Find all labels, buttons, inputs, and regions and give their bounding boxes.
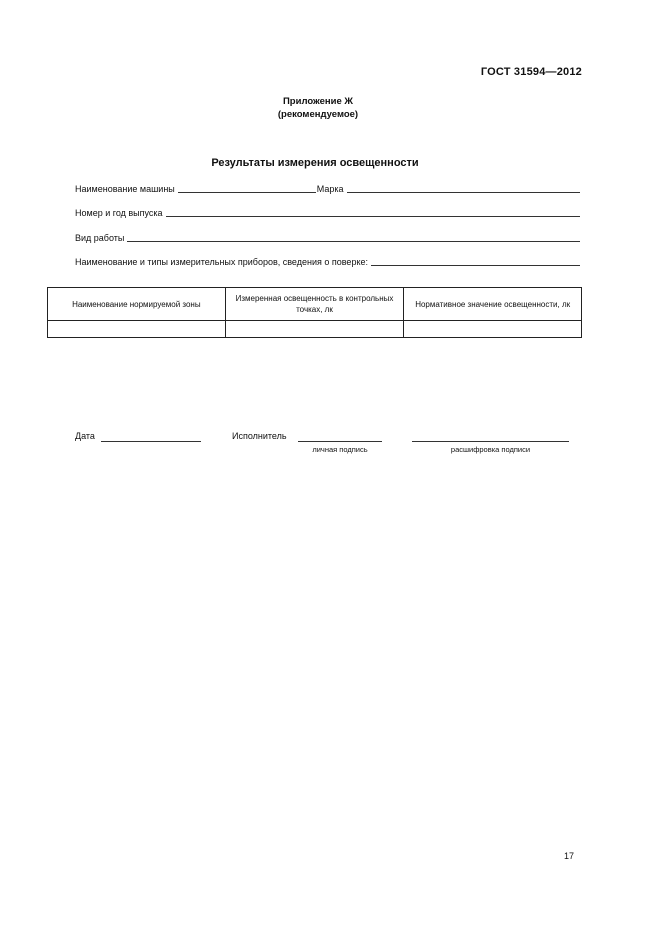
- normative-illuminance-header: Нормативное значение освещенности, лк: [404, 288, 582, 321]
- machine-name-label: Наименование машины: [75, 184, 175, 194]
- document-code: ГОСТ 31594—2012: [480, 66, 582, 78]
- page-number: 17: [563, 851, 574, 861]
- date-field[interactable]: [101, 440, 201, 442]
- number-year-row: [75, 206, 581, 220]
- decoding-caption: расшифровка подписи: [450, 445, 531, 454]
- instruments-row: [75, 255, 581, 269]
- section-title: Результаты измерения освещенности: [211, 157, 419, 169]
- measured-illuminance-header: Измеренная освещенность в контрольных точках, лк: [225, 288, 404, 321]
- brand-field[interactable]: [347, 191, 580, 193]
- work-type-field[interactable]: [127, 240, 580, 242]
- signature-decoding-field[interactable]: [412, 440, 569, 442]
- appendix-heading: [0, 95, 636, 121]
- number-year-label: Номер и год выпуска: [75, 208, 163, 218]
- results-table: [47, 287, 582, 338]
- instruments-label: Наименование и типы измерительных приборов, сведения о поверке:: [75, 257, 368, 267]
- signature-field[interactable]: [298, 440, 382, 442]
- table-row: [48, 321, 582, 338]
- zone-name-header: Наименование нормируемой зоны: [48, 288, 226, 321]
- table-cell[interactable]: [48, 321, 226, 338]
- appendix-subtitle: (рекомендуемое): [277, 109, 359, 120]
- signature-caption: личная подпись: [312, 445, 368, 454]
- table-cell[interactable]: [404, 321, 582, 338]
- work-type-label: Вид работы: [75, 233, 125, 243]
- machine-name-row: [75, 182, 581, 196]
- appendix-title: Приложение Ж: [282, 96, 354, 107]
- date-label: Дата: [75, 431, 95, 441]
- table-cell[interactable]: [225, 321, 404, 338]
- instruments-field[interactable]: [371, 264, 580, 266]
- machine-name-field[interactable]: [178, 191, 316, 193]
- brand-label: Марка: [316, 184, 344, 194]
- table-header-row: [48, 288, 582, 321]
- number-year-field[interactable]: [166, 215, 580, 217]
- work-type-row: [75, 231, 581, 245]
- executor-label: Исполнитель: [232, 431, 287, 441]
